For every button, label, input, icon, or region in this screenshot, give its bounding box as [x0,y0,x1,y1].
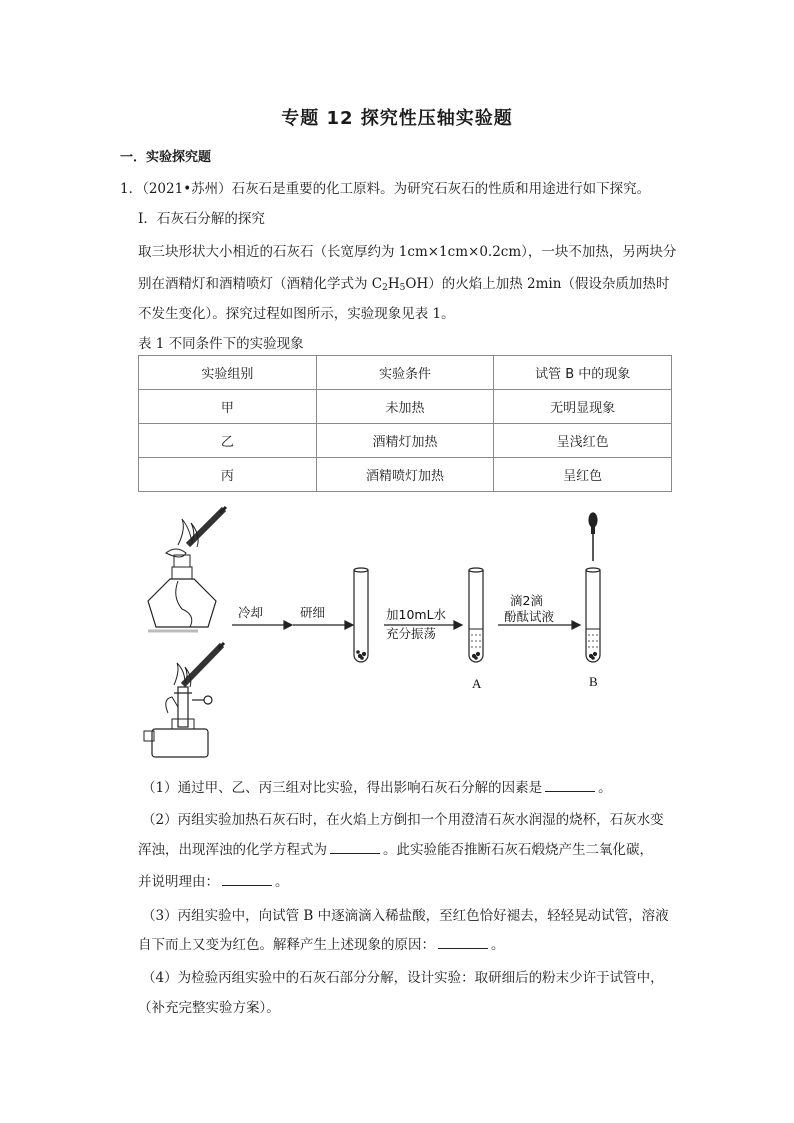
step-label-drops: 滴2滴 [510,593,543,608]
sub-question-2-text-c: 并说明理由： [138,874,219,890]
sub-question-4-line-1: （4）为检验丙组实验中的石灰石部分分解，设计实验：取研细后的粉末少许于试管中， [142,970,664,986]
table-cell: 酒精喷灯加热 [316,458,494,492]
sub-question-2-line-1: （2）丙组实验加热石灰石时，在火焰上方倒扣一个用澄清石灰水润湿的烧杯，石灰水变 [142,812,664,828]
dropper-illustration [589,513,597,561]
table-row [139,458,672,492]
formula-subscript-2: 5 [399,283,406,293]
sub-question-2-line-2 [138,838,653,858]
table-row [139,390,672,424]
answer-blank [330,841,380,854]
sub-question-2-text-a: 浑浊，出现浑浊的化学方程式为 [138,842,327,858]
tube-label-b: B [589,674,598,689]
table-row [139,424,672,458]
table-header-cell: 实验组别 [139,356,317,390]
alcohol-blowtorch-illustration [144,643,224,757]
table-cell: 甲 [139,390,317,424]
sub-question-3-line-2 [138,933,505,953]
table-header-cell: 实验条件 [316,356,494,390]
test-tube-a [469,568,483,662]
formula-text-2: H [387,276,400,292]
tube-label-a: A [472,676,482,691]
formula-text-3: OH）的火焰上加热 2min（假设杂质加热时 [405,276,670,292]
sub-question-1-end: 。 [598,780,612,796]
experiment-figure [138,505,658,765]
step-label-phenolphthalein: 酚酞试液 [504,609,555,624]
sub-question-3-text-a: 自下而上又变为红色。解释产生上述现象的原因： [138,937,435,953]
paragraph-line-1: 取三块形状大小相近的石灰石（长宽厚约为 1cm×1cm×0.2cm），一块不加热，另两块分 [138,244,677,260]
table-header-cell: 试管 B 中的现象 [494,356,672,390]
sub-question-4-line-2: （补充完整实验方案）。 [138,1000,280,1016]
step-arrow-cooling [232,621,292,629]
sub-question-1 [142,776,612,796]
table-caption: 表 1 不同条件下的实验现象 [138,336,304,352]
alcohol-lamp-illustration [148,507,226,631]
sub-question-3-line-1: （3）丙组实验中，向试管 B 中逐滴滴入稀盐酸，至红色恰好褪去，轻轻晃动试管，溶液 [142,908,669,924]
page-title: 专题 12 探究性压轴实验题 [281,108,513,129]
step-label-cooling: 冷却 [238,605,264,620]
test-tube-powder [354,568,368,662]
sub-question-2-text-b: 。此实验能否推断石灰石煅烧产生二氧化碳， [383,842,653,858]
formula-text-1: 别在酒精灯和酒精喷灯（酒精化学式为 C [138,276,383,292]
step-label-add-water: 加10mL水 [386,607,447,622]
observation-table [138,355,672,492]
answer-blank [222,873,272,886]
part-heading: Ⅰ．石灰石分解的探究 [138,211,265,227]
table-cell: 无明显现象 [494,390,672,424]
sub-question-1-text: （1）通过甲、乙、丙三组对比实验，得出影响石灰石分解的因素是 [142,780,543,796]
table-cell: 乙 [139,424,317,458]
question-intro: 1．（2021•苏州）石灰石是重要的化工原料。为研究石灰石的性质和用途进行如下探究。 [120,181,651,197]
table-cell: 丙 [139,458,317,492]
step-arrow-grinding [293,621,353,629]
paragraph-line-3: 不发生变化）。探究过程如图所示，实验现象见表 1。 [138,306,455,322]
table-cell: 呈红色 [494,458,672,492]
sub-question-2-line-3 [138,870,289,890]
table-cell: 酒精灯加热 [316,424,494,458]
answer-blank [545,779,595,792]
sub-question-2-text-d: 。 [275,874,289,890]
section-heading: 一．实验探究题 [120,150,212,165]
step-label-shake: 充分振荡 [386,626,437,641]
step-label-grinding: 研细 [300,605,326,620]
table-header-row [139,356,672,390]
table-cell: 呈浅红色 [494,424,672,458]
table-cell: 未加热 [316,390,494,424]
sub-question-3-text-b: 。 [491,937,505,953]
answer-blank [438,936,488,949]
test-tube-b [586,568,600,662]
formula-subscript-1: 2 [382,283,388,293]
paragraph-line-2 [138,272,669,293]
